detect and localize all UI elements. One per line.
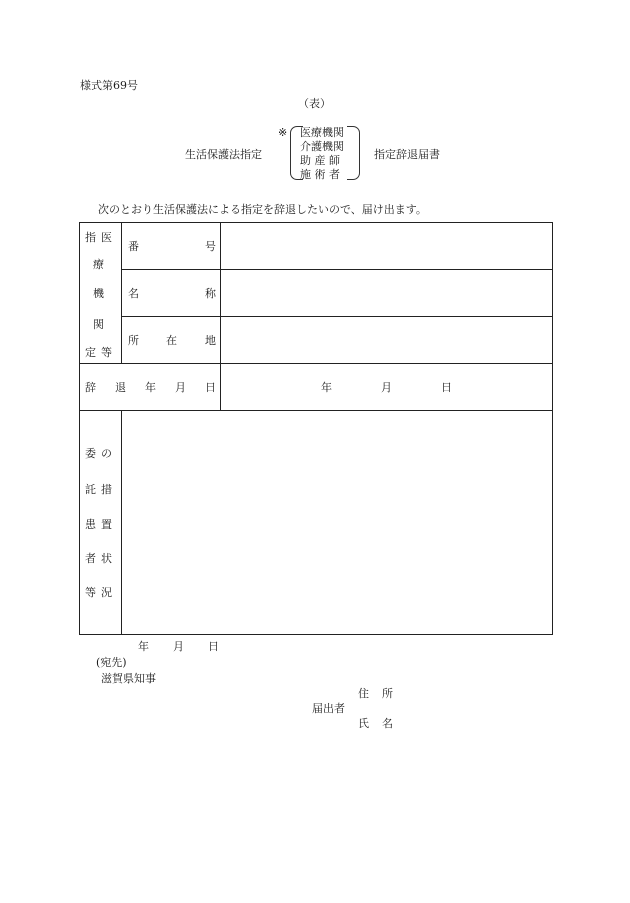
row-label-number: 号 <box>205 240 216 253</box>
footer-date: 月 <box>173 640 184 653</box>
remarks-char: の <box>101 447 112 460</box>
group-char: 療 <box>93 258 104 271</box>
remarks-char: 況 <box>101 586 112 599</box>
address-label: 住 <box>358 687 369 700</box>
row-divider <box>79 410 553 411</box>
addressee: 滋賀県知事 <box>101 672 156 685</box>
row-label-number: 番 <box>128 240 139 253</box>
title-option-care: 介護機関 <box>300 140 344 153</box>
remarks-char: 等 <box>85 586 96 599</box>
applicant-label: 届出者 <box>312 702 345 715</box>
address-label: 所 <box>382 687 393 700</box>
row-divider <box>121 269 553 270</box>
remarks-char: 委 <box>85 447 96 460</box>
title-option-practitioner: 施 術 者 <box>300 168 340 181</box>
name-label: 氏 <box>358 717 369 730</box>
title-prefix: 生活保護法指定 <box>185 148 262 161</box>
row-label-name: 名 <box>128 287 139 300</box>
col-divider <box>121 410 122 635</box>
date-row-value: 年 <box>321 381 332 394</box>
title-option-medical: 医療機関 <box>300 126 344 139</box>
title-suffix: 指定辞退届書 <box>374 148 440 161</box>
group-char: 指 <box>85 231 96 244</box>
row-label-address: 所 <box>128 334 139 347</box>
date-row-label: 辞 <box>85 381 96 394</box>
addressee-note: (宛先) <box>96 656 127 669</box>
note-mark: ※ <box>278 126 288 139</box>
form-table <box>79 222 553 635</box>
remarks-char: 置 <box>101 518 112 531</box>
remarks-char: 状 <box>101 552 112 565</box>
remarks-char: 者 <box>85 552 96 565</box>
date-row-value: 日 <box>441 381 452 394</box>
group-char: 等 <box>101 346 112 359</box>
date-row-label: 月 <box>175 381 186 394</box>
group-char: 医 <box>101 231 112 244</box>
row-divider <box>121 316 553 317</box>
title-option-midwife: 助 産 師 <box>300 154 340 167</box>
footer-date: 年 <box>138 640 149 653</box>
group-char: 機 <box>93 287 104 300</box>
right-bracket <box>347 126 360 180</box>
col-divider <box>220 222 221 410</box>
row-label-address: 在 <box>166 334 177 347</box>
form-number: 様式第69号 <box>80 79 138 92</box>
date-row-label: 年 <box>145 381 156 394</box>
group-char: 関 <box>93 318 104 331</box>
remarks-char: 患 <box>85 518 96 531</box>
date-row-label: 日 <box>205 381 216 394</box>
row-label-name: 称 <box>205 287 216 300</box>
intro-text: 次のとおり生活保護法による指定を辞退したいので、届け出ます。 <box>98 203 427 216</box>
date-row-label: 退 <box>115 381 126 394</box>
col-divider <box>121 222 122 363</box>
group-char: 定 <box>85 346 96 359</box>
footer-date: 日 <box>208 640 219 653</box>
date-row-value: 月 <box>381 381 392 394</box>
remarks-char: 託 <box>85 483 96 496</box>
side-label: （表） <box>298 97 331 110</box>
remarks-char: 措 <box>101 483 112 496</box>
row-label-address: 地 <box>205 334 216 347</box>
name-label: 名 <box>382 717 393 730</box>
row-divider <box>79 363 553 364</box>
